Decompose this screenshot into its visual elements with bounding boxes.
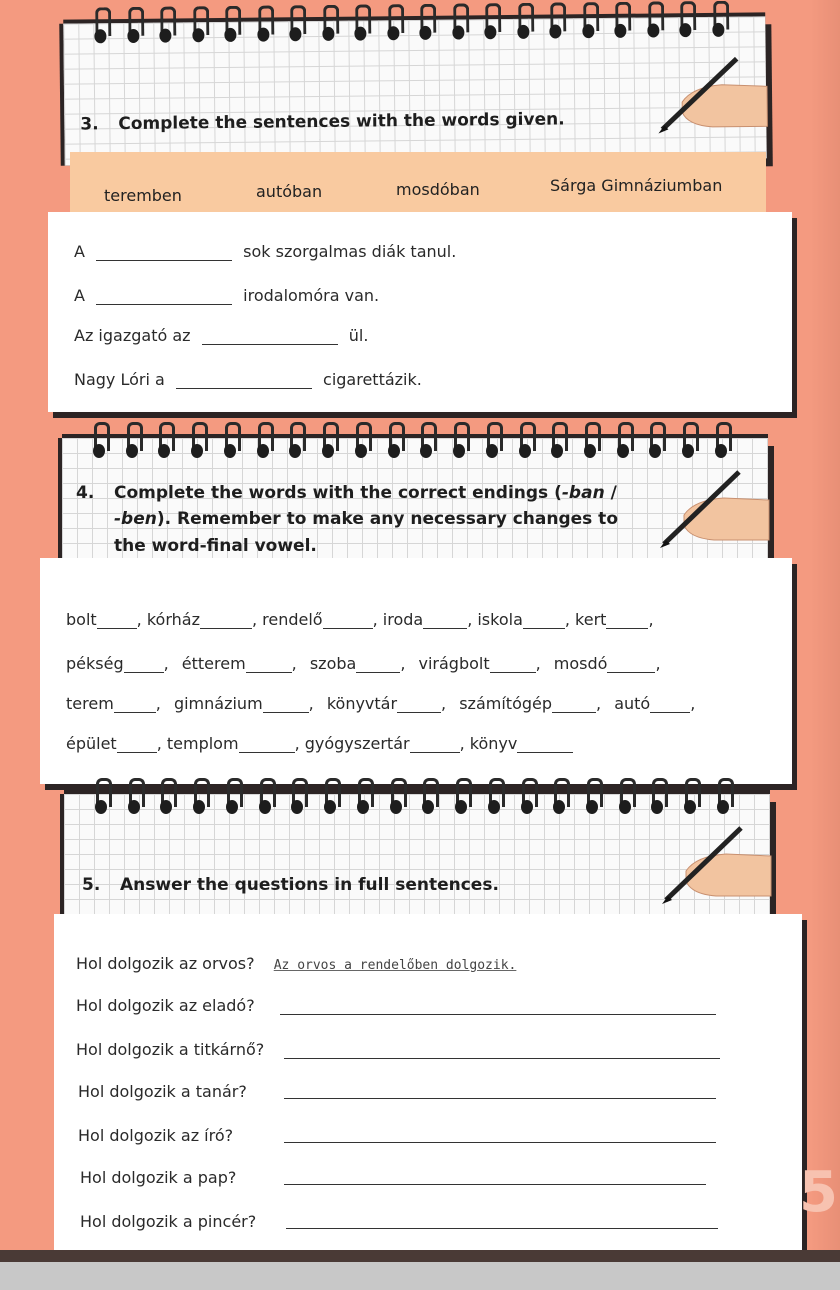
task-instruction: Complete the sentences with the words given. [118, 109, 565, 135]
ring-icon [714, 422, 728, 460]
ring-icon [483, 3, 497, 41]
ring-icon [485, 422, 499, 460]
ring-icon [126, 7, 140, 45]
ring-icon [159, 778, 173, 816]
ring-icon [650, 778, 664, 816]
ring-icon [711, 1, 725, 39]
ending-blank[interactable] [246, 672, 292, 673]
page-bottom-shadow [0, 1250, 840, 1262]
ring-icon [681, 422, 695, 460]
answer-line[interactable] [284, 1058, 720, 1059]
ring-icon [386, 4, 400, 42]
answer-line[interactable] [286, 1228, 718, 1229]
answer-blank[interactable] [202, 344, 338, 345]
ring-icon [190, 422, 204, 460]
writing-hand-icon [656, 816, 776, 906]
ring-icon [157, 422, 171, 460]
question-7: Hol dolgozik a pincér? [80, 1212, 257, 1231]
ring-icon [353, 4, 367, 42]
task-number: 5. [82, 875, 101, 895]
ending-blank[interactable] [114, 712, 156, 713]
ring-icon [585, 778, 599, 816]
ring-icon [419, 422, 433, 460]
word-row-2: pékség , étterem , szoba , virágbolt , mosdó , [66, 654, 661, 673]
ending-blank[interactable] [650, 712, 690, 713]
ring-icon [256, 6, 270, 44]
answer-blank[interactable] [176, 388, 312, 389]
ending-blank[interactable] [606, 628, 648, 629]
answer-blank[interactable] [96, 260, 232, 261]
task3-panel [48, 212, 792, 412]
ring-icon [581, 2, 595, 40]
question-3: Hol dolgozik a titkárnő? [76, 1040, 265, 1059]
ring-icon [487, 778, 501, 816]
sentence-3: Az igazgató az ül. [74, 326, 369, 345]
writing-hand-icon [654, 460, 774, 550]
ring-icon [387, 422, 401, 460]
ending-blank[interactable] [552, 712, 596, 713]
spiral-rings [93, 1, 725, 48]
answer-blank[interactable] [96, 304, 232, 305]
question-2: Hol dolgozik az eladó? [76, 996, 255, 1015]
task-number: 3. [80, 114, 99, 135]
task4-title: 4. Complete the words with the correct endings (-ban / -ben). Remember to make any necessary changes to the word-final vowel. [76, 480, 656, 559]
ring-icon [288, 422, 302, 460]
ring-icon [683, 778, 697, 816]
ring-icon [548, 2, 562, 40]
sentence-4: Nagy Lóri a cigarettázik. [74, 370, 422, 389]
ring-icon [520, 778, 534, 816]
task4-notebook-header [62, 438, 768, 560]
ending-blank[interactable] [97, 628, 137, 629]
word-bank-item: Sárga Gimnáziumban [550, 176, 723, 195]
ending-blank[interactable] [239, 752, 295, 753]
question-6: Hol dolgozik a pap? [80, 1168, 237, 1187]
ending-blank[interactable] [423, 628, 467, 629]
question-5: Hol dolgozik az író? [78, 1126, 234, 1145]
ring-icon [288, 5, 302, 43]
ring-icon [92, 422, 106, 460]
task5-panel [54, 914, 802, 1262]
ending-blank[interactable] [607, 672, 655, 673]
ring-icon [321, 5, 335, 43]
word-bank-item: autóban [256, 182, 323, 201]
ring-icon [550, 422, 564, 460]
ending-blank[interactable] [117, 752, 157, 753]
ring-icon [191, 6, 205, 44]
word-row-1: bolt , kórház , rendelő , iroda , iskola , kert , [66, 610, 654, 629]
word-row-3: terem , gimnázium , könyvtár , számítógép , autó , [66, 694, 696, 713]
ring-icon [613, 2, 627, 40]
page-bottom-edge [0, 1262, 840, 1290]
answer-line[interactable] [284, 1142, 716, 1143]
ring-icon [618, 778, 632, 816]
word-bank [70, 152, 766, 214]
ending-blank[interactable] [490, 672, 536, 673]
word-bank-item: mosdóban [396, 180, 480, 199]
task5-title: 5. Answer the questions in full sentences. [82, 872, 499, 898]
task4-panel [40, 558, 792, 784]
ring-icon [125, 422, 139, 460]
ring-icon [223, 6, 237, 44]
page-number: 5 [799, 1160, 838, 1225]
ending-blank[interactable] [200, 628, 252, 629]
task3-title [80, 106, 565, 137]
ring-icon [516, 3, 530, 41]
ring-icon [323, 778, 337, 816]
ending-blank[interactable] [263, 712, 309, 713]
answer-line[interactable] [280, 1014, 716, 1015]
ending-blank[interactable] [523, 628, 565, 629]
ring-icon [290, 778, 304, 816]
spiral-rings [92, 422, 728, 462]
ending-blank[interactable] [124, 672, 164, 673]
ring-icon [646, 1, 660, 39]
ring-icon [418, 4, 432, 42]
spiral-rings [94, 778, 730, 818]
writing-hand-icon [652, 46, 773, 137]
ending-blank[interactable] [356, 672, 400, 673]
ring-icon [678, 1, 692, 39]
ring-icon [158, 7, 172, 45]
ring-icon [716, 778, 730, 816]
ring-icon [225, 778, 239, 816]
word-bank-item: teremben [104, 186, 182, 205]
ring-icon [93, 7, 107, 45]
ring-icon [552, 778, 566, 816]
ring-icon [192, 778, 206, 816]
ring-icon [258, 778, 272, 816]
ring-icon [94, 778, 108, 816]
task5-notebook-header [64, 794, 770, 920]
task-number: 4. [76, 483, 95, 503]
ring-icon [583, 422, 597, 460]
ring-icon [452, 422, 466, 460]
page-edge [810, 0, 840, 1290]
ring-icon [616, 422, 630, 460]
ring-icon [321, 422, 335, 460]
ring-icon [127, 778, 141, 816]
word-row-4: épület , templom , gyógyszertár , könyv [66, 734, 573, 753]
question-1: Hol dolgozik az orvos? Az orvos a rendelőben dolgozik. [76, 954, 517, 973]
sentence-2: A irodalomóra van. [74, 286, 380, 305]
ending-blank[interactable] [397, 712, 441, 713]
ring-icon [389, 778, 403, 816]
ring-icon [648, 422, 662, 460]
answer-line[interactable] [284, 1098, 716, 1099]
ring-icon [454, 778, 468, 816]
sentence-1: A sok szorgalmas diák tanul. [74, 242, 457, 261]
question-4: Hol dolgozik a tanár? [78, 1082, 247, 1101]
ring-icon [421, 778, 435, 816]
ring-icon [223, 422, 237, 460]
ending-blank[interactable] [517, 752, 573, 753]
ring-icon [354, 422, 368, 460]
ending-blank[interactable] [323, 628, 373, 629]
ring-icon [356, 778, 370, 816]
example-answer: Az orvos a rendelőben dolgozik. [273, 958, 517, 973]
task3-notebook-header [63, 16, 766, 165]
ring-icon [451, 3, 465, 41]
ending-blank[interactable] [410, 752, 460, 753]
ring-icon [518, 422, 532, 460]
ring-icon [256, 422, 270, 460]
answer-line[interactable] [284, 1184, 706, 1185]
